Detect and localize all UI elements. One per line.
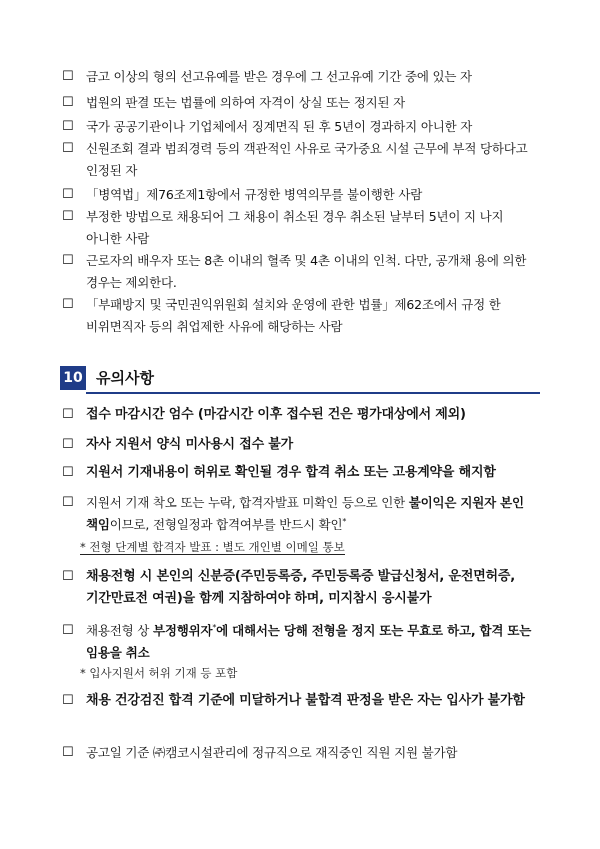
notice-text: 접수 마감시간 엄수 (마감시간 이후 접수된 건은 평가대상에서 제외) — [86, 407, 466, 422]
notice-item — [62, 742, 542, 764]
checkbox-icon: ☐ — [62, 495, 74, 510]
list-item — [62, 294, 542, 338]
list-item — [62, 92, 542, 114]
notice-item — [62, 690, 542, 712]
notice-item — [62, 404, 542, 426]
notice-item — [62, 462, 542, 484]
checkbox-icon: ☐ — [62, 623, 74, 638]
footnote: * 입사지원서 허위 기재 등 포함 — [80, 666, 238, 680]
notice-text: 채용전형 시 본인의 신분증(주민등록증, 주민등록증 발급신청서, 운전면허증, 기간만료전 여권)을 함께 지참하여야 하며, 미지참시 응시불가 — [86, 569, 516, 606]
list-item — [62, 250, 542, 294]
checkbox-icon: ☐ — [62, 297, 74, 312]
list-item-text: 부정한 방법으로 채용되어 그 채용이 취소된 경우 취소된 날부터 5년이 지 나지 아니한 사람 — [86, 209, 504, 246]
checkbox-icon: ☐ — [62, 407, 74, 422]
notice-text: 채용 건강검진 합격 기준에 미달하거나 불합격 판정을 받은 자는 입사가 불가함 — [86, 693, 525, 708]
footnote-mark: * — [342, 516, 347, 526]
notice-text: 지원서 기재내용이 허위로 확인될 경우 합격 취소 또는 고용계약을 해지함 — [86, 465, 496, 480]
notice-text: 채용전형 상 부정행위자*에 대해서는 당해 전형을 정지 또는 무효로 하고, 합격 또는 임용을 취소 — [86, 622, 532, 660]
list-item-text: 신원조회 결과 범죄경력 등의 객관적인 사유로 국가중요 시설 근무에 부적 당하다고 인정된 자 — [86, 141, 528, 178]
list-item — [62, 116, 542, 138]
checkbox-icon: ☐ — [62, 95, 74, 110]
list-item — [62, 66, 542, 88]
list-item-text: 법원의 판결 또는 법률에 의하여 자격이 상실 또는 정지된 자 — [86, 95, 405, 110]
section-number-badge: 10 — [60, 366, 86, 390]
footnote: * 전형 단계별 합격자 발표 : 별도 개인별 이메일 통보 — [80, 540, 345, 554]
emphasis-text: 부정행위자 — [152, 623, 213, 638]
list-item-text: 「부패방지 및 국민권익위원회 설치와 운영에 관한 법률」제62조에서 규정 한 비위면직자 등의 취업제한 사유에 해당하는 사람 — [86, 297, 501, 334]
notice-item — [62, 434, 542, 456]
list-item-text: 금고 이상의 형의 선고유예를 받은 경우에 그 선고유예 기간 중에 있는 자 — [86, 69, 472, 84]
list-item-text: 근로자의 배우자 또는 8촌 이내의 혈족 및 4촌 이내의 인척. 다만, 공개채 용에 의한 경우는 제외한다. — [86, 253, 527, 290]
notice-item — [62, 566, 542, 610]
list-item-text: 국가 공공기관이나 기업체에서 징계면직 된 후 5년이 경과하지 아니한 자 — [86, 119, 473, 134]
checkbox-icon: ☐ — [62, 209, 74, 224]
section-title: 유의사항 — [96, 369, 154, 387]
footnote-mark: * — [212, 622, 217, 632]
list-item — [62, 184, 542, 206]
checkbox-icon: ☐ — [62, 253, 74, 268]
notice-text: 지원서 기재 착오 또는 누락, 합격자발표 미확인 등으로 인한 불이익은 지원자 본인 책임이므로, 전형일정과 합격여부를 반드시 확인* — [86, 495, 524, 532]
notice-item — [62, 492, 542, 536]
notice-text: 자사 지원서 양식 미사용시 접수 불가 — [86, 437, 293, 452]
checkbox-icon: ☐ — [62, 569, 74, 584]
section-header — [60, 364, 540, 392]
list-item — [62, 138, 542, 182]
checkbox-icon: ☐ — [62, 141, 74, 156]
list-item — [62, 206, 542, 250]
checkbox-icon: ☐ — [62, 69, 74, 84]
notice-text: 공고일 기준 ㈜캠코시설관리에 정규직으로 재직중인 직원 지원 불가함 — [86, 745, 458, 760]
list-item-text: 「병역법」제76조제1항에서 규정한 병역의무를 불이행한 사람 — [86, 187, 423, 202]
checkbox-icon: ☐ — [62, 437, 74, 452]
checkbox-icon: ☐ — [62, 745, 74, 760]
emphasis-text: 불이익은 지원자 본인 책임 — [86, 495, 524, 532]
checkbox-icon: ☐ — [62, 187, 74, 202]
checkbox-icon: ☐ — [62, 119, 74, 134]
checkbox-icon: ☐ — [62, 465, 74, 480]
section-divider — [86, 392, 540, 394]
checkbox-icon: ☐ — [62, 693, 74, 708]
notice-item — [62, 620, 542, 664]
